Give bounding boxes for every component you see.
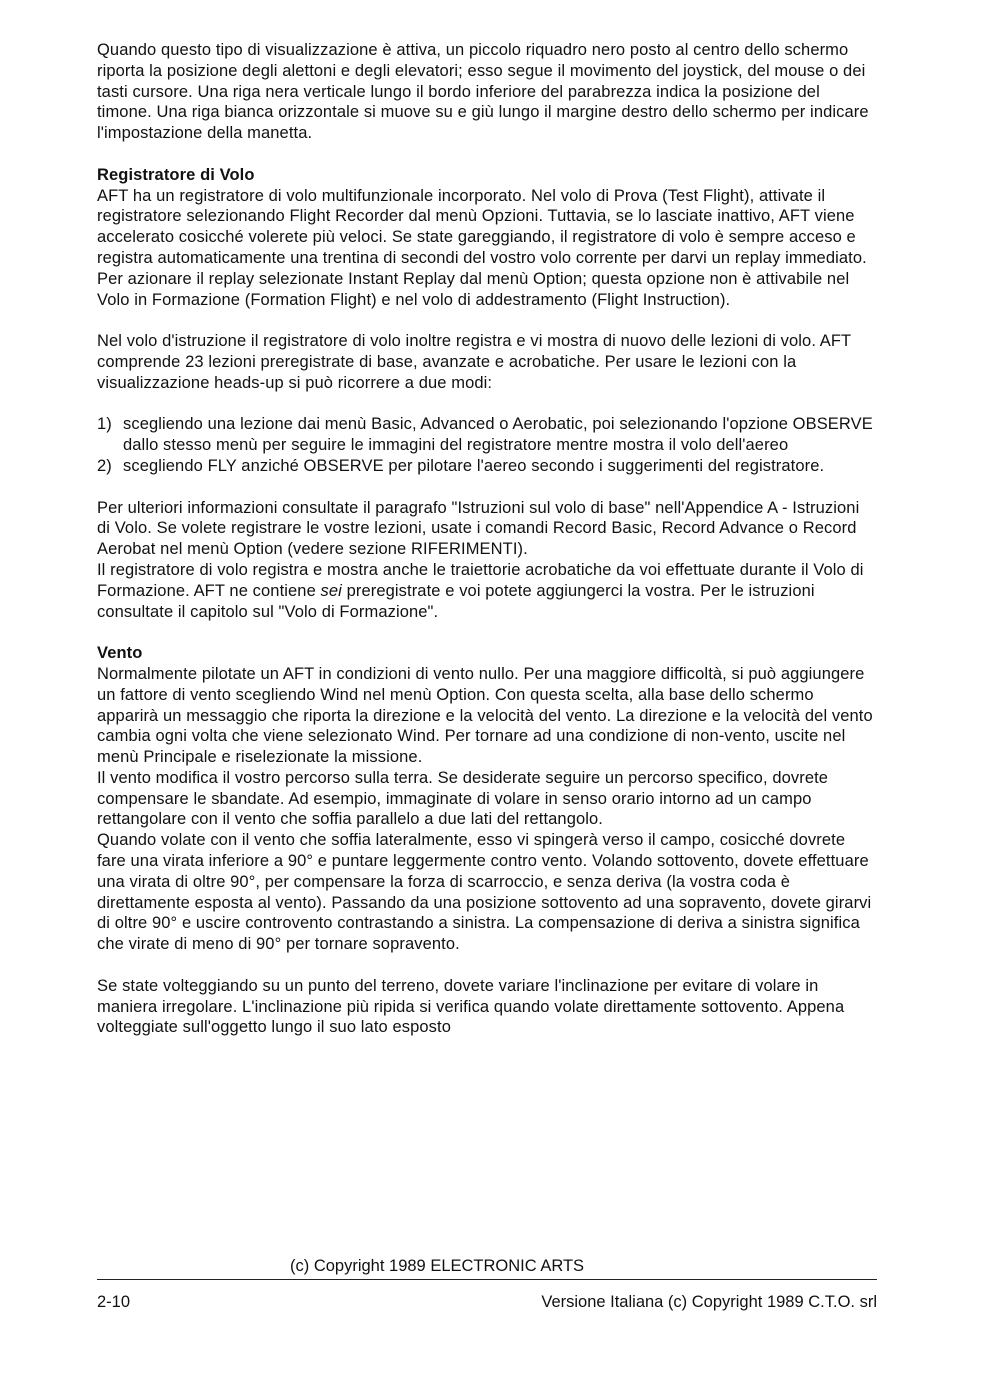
paragraph-further-info: Per ulteriori informazioni consultate il paragrafo "Istruzioni sul volo di base" nell'Appendice A - Istruzioni di Volo. Se volete registrare le vostre lezioni, usate i comandi Record Basic, Record Advance o Record Aerobat nel menù Option (vedere sezione RIFERIMENTI). <box>97 498 860 559</box>
list-item-text: scegliendo FLY anziché OBSERVE per pilotare l'aereo secondo i suggerimenti del registratore. <box>123 456 825 475</box>
paragraph-hud-description: Quando questo tipo di visualizzazione è attiva, un piccolo riquadro nero posto al centro dello schermo riporta la posizione degli alettoni e degli elevatori; esso segue il movimento del joystick, del mouse o dei tasti cursore. Una riga nera verticale lungo il bordo inferiore del parabrezza indica la posizione del timone. Una riga bianca orizzontale si muove su e giù lungo il margine destro dello schermo per indicare l'impostazione della manetta. <box>97 41 869 143</box>
page-body <box>97 40 877 1038</box>
list-item-text: scegliendo una lezione dai menù Basic, Advanced o Aerobatic, poi selezionando l'opzione OBSERVE dallo stesso menù per seguire le immagini del registratore mentre mostra il volo dell'aereo <box>123 415 873 455</box>
paragraph-circling: Se state volteggiando su un punto del terreno, dovete variare l'inclinazione per evitare di volare in maniera irregolare. L'inclinazione più ripida si verifica quando volate direttamente sottovento. Appena volteggiate sull'oggetto lungo il suo lato esposto <box>97 976 845 1037</box>
page-number: 2-10 <box>97 1293 131 1311</box>
version-copyright: Versione Italiana (c) Copyright 1989 C.T.O. srl <box>541 1293 877 1311</box>
list-item <box>97 456 877 477</box>
paragraph-flight-instruction: Nel volo d'istruzione il registratore di volo inoltre registra e vi mostra di nuovo delle lezioni di volo. AFT comprende 23 lezioni preregistrate di base, avanzate e acrobatiche. Per usare le lezioni con la visualizzazione heads-up si può ricorrere a due modi: <box>97 332 851 392</box>
footer-divider <box>97 1279 877 1280</box>
paragraph-wind-intro: Normalmente pilotate un AFT in condizioni di vento nullo. Per una maggiore difficoltà, si può aggiungere un fattore di vento scegliendo Wind nel menù Option. Con questa scelta, alla base dello schermo apparirà un messaggio che riporta la direzione e la velocità del vento. La direzione e la velocità del vento cambia ogni volta che viene selezionato Wind. Per tornare ad una condizione di non-vento, uscite nel menù Principale e riselezionate la missione. <box>97 664 873 767</box>
text-segment: preregistrate e voi potete aggiungerci la vostra. Per le istruzioni consultate il capitolo sul "Volo di Formazione". <box>97 581 815 621</box>
paragraph-flight-recorder: AFT ha un registratore di volo multifunzionale incorporato. Nel volo di Prova (Test Flight), attivate il registratore selezionando Flight Recorder dal menù Opzioni. Tuttavia, se lo lasciate inattivo, AFT viene accelerato cosicché volerete più veloci. Se state gareggiando, il registratore di volo è sempre acceso e registra automaticamente una trentina di secondi del vostro volo corrente per darvi un replay immediato. Per azionare il replay selezionate Instant Replay dal menù Option; questa opzione non è attivabile nel Volo in Formazione (Formation Flight) e nel volo di addestramento (Flight Instruction). <box>97 186 867 309</box>
heading-vento: Vento <box>97 644 143 663</box>
heading-registratore-di-volo: Registratore di Volo <box>97 165 255 184</box>
paragraph-formation-recordings <box>97 560 877 622</box>
copyright-electronic-arts: (c) Copyright 1989 ELECTRONIC ARTS <box>290 1257 585 1275</box>
paragraph-crosswind: Quando volate con il vento che soffia lateralmente, esso vi spingerà verso il campo, cosicché dovrete fare una virata inferiore a 90° e puntare leggermente contro vento. Volando sottovento, dovete effettuare una virata di oltre 90°, per compensare la forza di scarroccio, e senza deriva (la vostra coda è direttamente esposta al vento). Passando da una posizione sottovento ad una sopravento, dovete girarvi di oltre 90° e uscire controvento contrastando a sinistra. La compensazione di deriva a sinistra significa che virate di meno di 90° per tornare sopravento. <box>97 831 872 954</box>
list-item-number: 2) <box>97 456 112 475</box>
list-item <box>97 414 877 456</box>
text-segment: Il registratore di volo registra e mostra anche le traiettorie acrobatiche da voi effettuate durante il Volo di Formazione. AFT ne contiene <box>97 560 864 600</box>
emphasis-sei: sei <box>320 581 342 600</box>
paragraph-wind-course: Il vento modifica il vostro percorso sulla terra. Se desiderate seguire un percorso specifico, dovrete compensare le sbandate. Ad esempio, immaginate di volare in senso orario intorno ad un campo rettangolare con il vento che soffia parallelo a due lati del rettangolo. <box>97 768 829 829</box>
instruction-mode-list <box>97 414 877 476</box>
list-item-number: 1) <box>97 415 112 434</box>
